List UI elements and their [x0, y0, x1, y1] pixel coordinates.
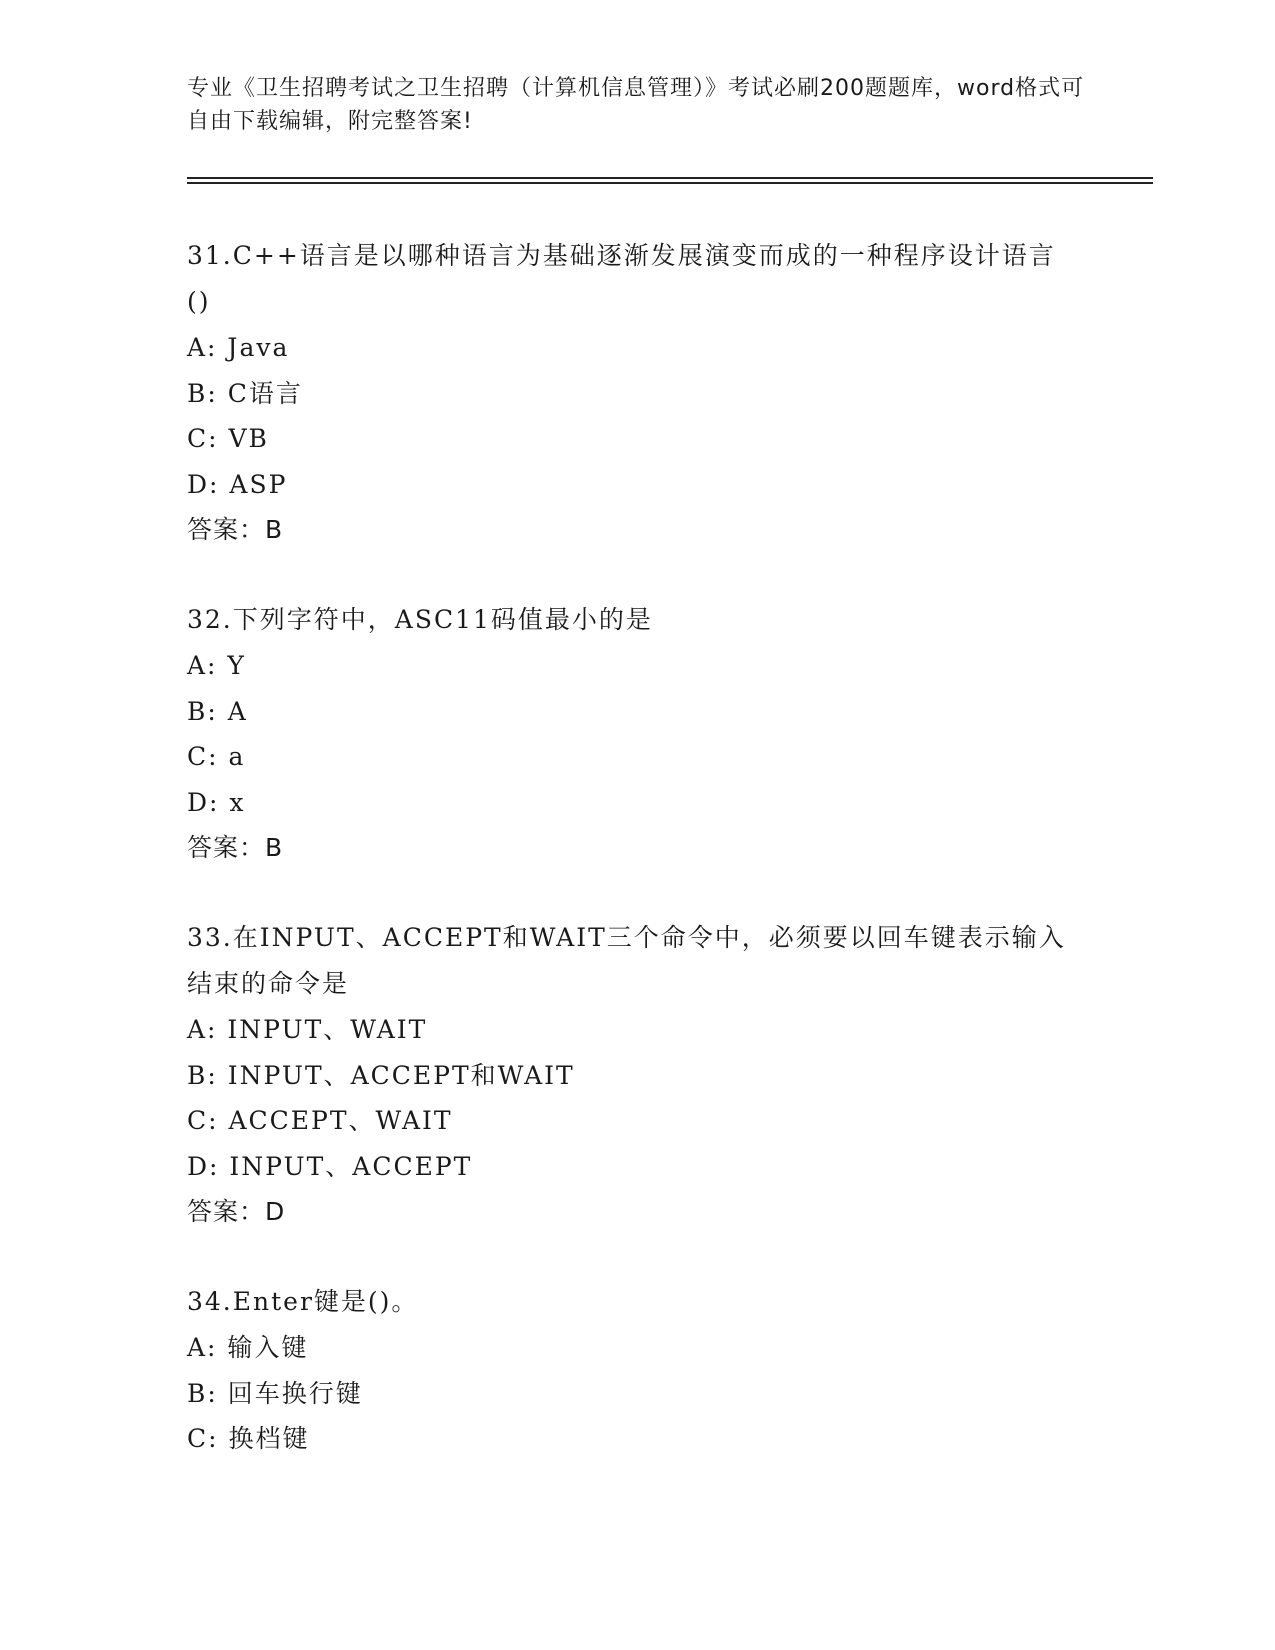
question-stem: 34.Enter键是()。	[187, 1287, 419, 1316]
question-list	[187, 233, 1067, 1507]
option-b: B: C语言	[187, 378, 303, 408]
option-a: A: Java	[187, 333, 290, 362]
answer-label: 答案：D	[187, 1197, 286, 1226]
document-header: 专业《卫生招聘考试之卫生招聘（计算机信息管理）》考试必刷200题题库，word格式可自由下载编辑，附完整答案!	[187, 76, 1085, 134]
question-34	[187, 1279, 1067, 1462]
option-d: D: ASP	[187, 469, 288, 499]
question-33	[187, 915, 1067, 1234]
option-a: A: INPUT、WAIT	[187, 1015, 428, 1044]
option-c: C: VB	[187, 424, 269, 453]
option-b: B: 回车换行键	[187, 1378, 363, 1408]
option-a: A: Y	[187, 651, 246, 680]
option-d: D: x	[187, 787, 246, 817]
option-b: B: A	[187, 696, 248, 726]
question-31	[187, 233, 1067, 552]
header-divider-top	[187, 177, 1153, 179]
option-c: C: ACCEPT、WAIT	[187, 1106, 453, 1135]
option-c: C: a	[187, 742, 246, 771]
option-d: D: INPUT、ACCEPT	[187, 1151, 473, 1181]
answer-label: 答案：B	[187, 833, 284, 862]
question-32	[187, 597, 1067, 870]
option-a: A: 输入键	[187, 1333, 309, 1362]
answer-label: 答案：B	[187, 515, 284, 544]
question-stem: 33.在INPUT、ACCEPT和WAIT三个命令中，必须要以回车键表示输入结束的命令是	[187, 923, 1066, 998]
option-c: C: 换档键	[187, 1424, 310, 1453]
header-divider-bottom	[187, 182, 1153, 184]
question-stem: 31.C++语言是以哪种语言为基础逐渐发展演变而成的一种程序设计语言()	[187, 241, 1056, 316]
option-b: B: INPUT、ACCEPT和WAIT	[187, 1060, 575, 1090]
question-stem: 32.下列字符中，ASC11码值最小的是	[187, 605, 653, 634]
